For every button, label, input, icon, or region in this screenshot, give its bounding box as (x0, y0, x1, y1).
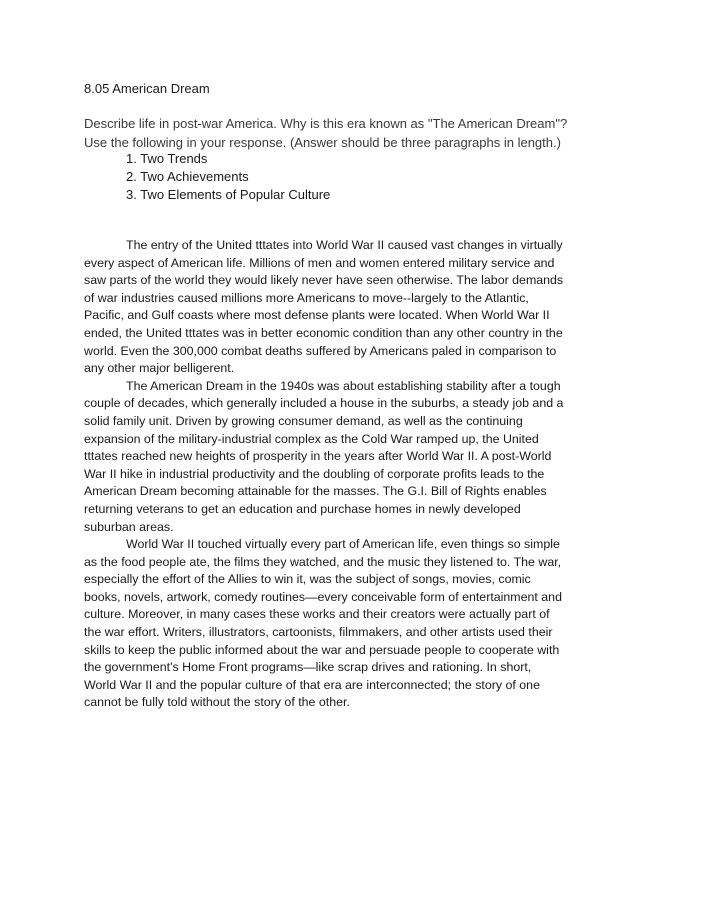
essay-body (84, 237, 564, 712)
essay-paragraph: The entry of the United tttates into World War II caused vast changes in virtually every aspect of American life. Millions of men and women entered military service and saw parts of the world they would likely never have seen otherwise. The labor demands of war industries caused millions more Americans to move--largely to the Atlantic, Pacific, and Gulf coasts where most defense plants were located. When World War II ended, the United tttates was in better economic condition than any other country in the world. Even the 300,000 combat deaths suffered by Americans paled in comparison to any other major belligerent. (84, 238, 564, 376)
document-title: 8.05 American Dream (84, 81, 210, 96)
prompt-line: Use the following in your response. (Answer should be three paragraphs in length.) (84, 135, 561, 150)
assignment-prompt (84, 114, 584, 152)
requirements-list (126, 150, 330, 204)
prompt-line: Describe life in post-war America. Why is this era known as "The American Dream"? (84, 116, 568, 131)
requirement-item: 2. Two Achievements (126, 169, 249, 184)
requirement-item: 3. Two Elements of Popular Culture (126, 187, 331, 202)
essay-paragraph: World War II touched virtually every part of American life, even things so simple as the food people ate, the films they watched, and the music they listened to. The war, especially the effort of the Allies to win it, was the subject of songs, movies, comic books, novels, artwork, comedy routines—every conceivable form of entertainment and culture. Moreover, in many cases these works and their creators were actually part of the war effort. Writers, illustrators, cartoonists, filmmakers, and other artists used their skills to keep the public informed about the war and persuade people to cooperate with the government's Home Front programs—like scrap drives and rationing. In short, World War II and the popular culture of that era are interconnected; the story of one cannot be fully told without the story of the other. (84, 537, 562, 710)
essay-paragraph: The American Dream in the 1940s was about establishing stability after a tough couple of decades, which generally included a house in the suburbs, a steady job and a solid family unit. Driven by growing consumer demand, as well as the continuing expansion of the military-industrial complex as the Cold War ramped up, the United tttates reached new heights of prosperity in the years after World War II. A post-World War II hike in industrial productivity and the doubling of corporate profits leads to the American Dream becoming attainable for the masses. The G.I. Bill of Rights enables returning veterans to get an education and purchase homes in newly developed suburban areas. (84, 378, 564, 534)
requirement-item: 1. Two Trends (126, 151, 208, 166)
